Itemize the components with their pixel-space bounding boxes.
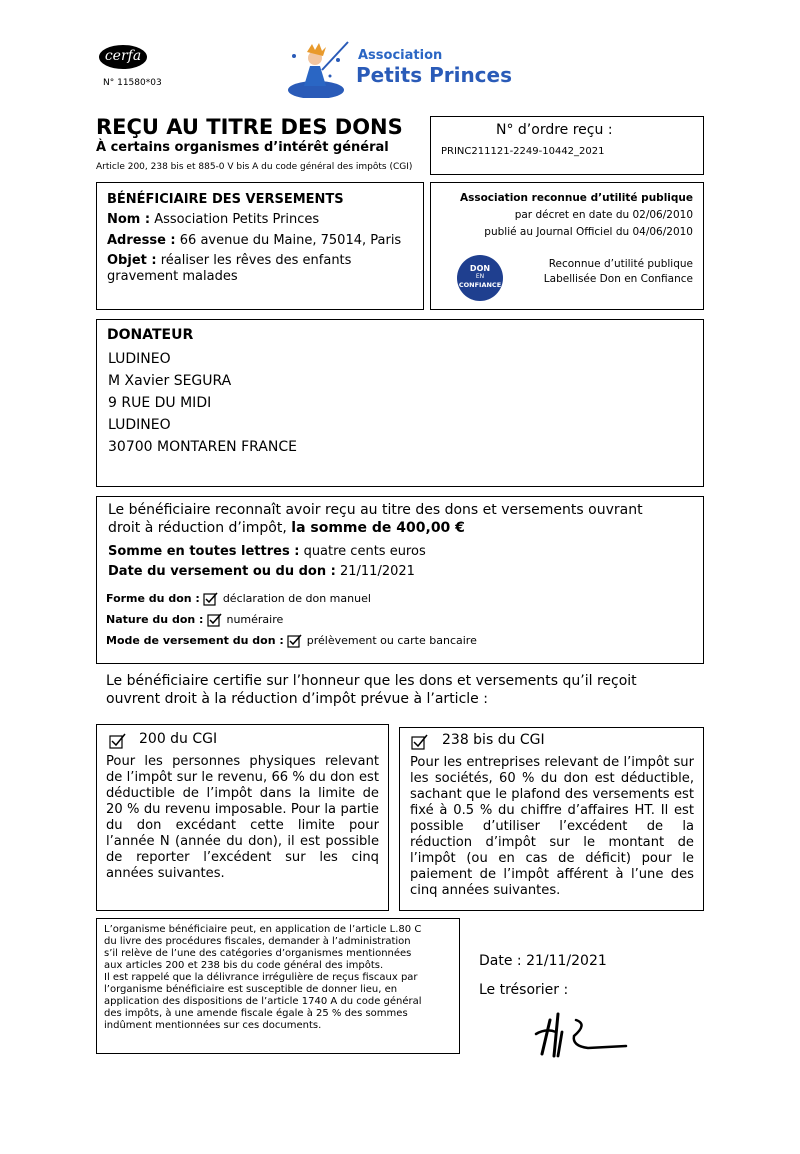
- legal-line: indûment mentionnées sur ces documents.: [104, 1020, 322, 1031]
- cgi-200-text: Pour les personnes physiques relevant de l’impôt sur le revenu, 66 % du don est déductible de l’impôt dans la limite de 20 % du revenu imposable. Pour la partie du don excédant cette limite pour l’année N (année du don), il est possible de reporter l’excédent sur les cinq années suivantes.: [106, 754, 379, 881]
- donor-line: 30700 MONTAREN FRANCE: [108, 439, 297, 455]
- donation-nature: Nature du don : numéraire: [106, 613, 284, 626]
- donor-box: [96, 319, 704, 487]
- donor-line: LUDINEO: [108, 351, 171, 367]
- don-en-confiance-badge: DON EN CONFIANCE: [457, 255, 503, 301]
- checkbox-checked-icon: [411, 734, 429, 750]
- signature-date: Date : 21/11/2021: [479, 953, 607, 969]
- checkbox-checked-icon: [109, 733, 127, 749]
- donation-amount: droit à réduction d’impôt, la somme de 400,00 €: [108, 520, 465, 536]
- beneficiary-box: [96, 182, 424, 310]
- legal-line: Il est rappelé que la délivrance irrégulière de reçus fiscaux par: [104, 972, 418, 983]
- legal-line: aux articles 200 et 238 bis du code général des impôts.: [104, 960, 384, 971]
- order-number-value: PRINC211121-2249-10442_2021: [441, 146, 605, 157]
- cgi-238-box: [399, 727, 704, 911]
- beneficiary-object: Objet : réaliser les rêves des enfants: [107, 253, 352, 268]
- cgi-200-box: [96, 724, 389, 911]
- certify-line: Le bénéficiaire certifie sur l’honneur que les dons et versements qu’il reçoit: [106, 673, 637, 689]
- beneficiary-object-continued: gravement malades: [107, 269, 238, 284]
- page-title: REÇU AU TITRE DES DONS: [96, 115, 403, 139]
- recognition-heading: Association reconnue d’utilité publique: [459, 192, 693, 204]
- little-prince-icon: [282, 36, 352, 98]
- recognition-decree: par décret en date du 02/06/2010: [514, 209, 693, 221]
- legal-line: l’organisme bénéficiaire est susceptible de donner lieu, en: [104, 984, 398, 995]
- beneficiary-heading: BÉNÉFICIAIRE DES VERSEMENTS: [107, 192, 344, 207]
- legal-notice-box: [96, 918, 460, 1054]
- association-logo: Association Petits Princes: [282, 36, 522, 98]
- donation-intro: Le bénéficiaire reconnaît avoir reçu au titre des dons et versements ouvrant: [108, 502, 643, 518]
- legal-line: du livre des procédures fiscales, demander à l’administration: [104, 936, 411, 947]
- donation-mode: Mode de versement du don : prélèvement ou carte bancaire: [106, 634, 477, 647]
- legal-line: L’organisme bénéficiaire peut, en application de l’article L.80 C: [104, 924, 422, 935]
- beneficiary-name: Nom : Association Petits Princes: [107, 212, 320, 227]
- donor-line: M Xavier SEGURA: [108, 373, 232, 389]
- recognition-journal: publié au Journal Officiel du 04/06/2010: [484, 226, 693, 238]
- article-reference: Article 200, 238 bis et 885-0 V bis A du code général des impôts (CGI): [96, 162, 413, 172]
- cerfa-logo: cerfa: [98, 44, 148, 70]
- donation-date: Date du versement ou du don : 21/11/2021: [108, 564, 415, 579]
- donation-form: Forme du don : déclaration de don manuel: [106, 592, 371, 605]
- treasurer-label: Le trésorier :: [479, 982, 569, 998]
- cgi-238-text: Pour les entreprises relevant de l’impôt sur les sociétés, 60 % du don est déductible, sachant que le plafond des versements est fixé à 0.5 % du chiffre d’affaires HT. Il est possible d’utiliser l’excédent de la réduction d’impôt sur le montant de l’impôt (ou en cas de déficit) pour le paiement de l’impôt afférent à l’une des cinq années suivantes.: [410, 755, 694, 898]
- handwritten-signature: [528, 1004, 638, 1064]
- cgi-200-title: 200 du CGI: [139, 731, 218, 747]
- order-number-label: N° d’ordre reçu :: [496, 122, 613, 138]
- order-number-box: [430, 116, 704, 175]
- legal-line: s’il relève de l’une des catégories d’organismes mentionnées: [104, 948, 412, 959]
- beneficiary-address: Adresse : 66 avenue du Maine, 75014, Paris: [107, 233, 402, 248]
- cgi-238-title: 238 bis du CGI: [442, 732, 545, 748]
- cerfa-number: N° 11580*03: [103, 78, 162, 88]
- donor-heading: DONATEUR: [107, 327, 194, 343]
- legal-line: des impôts, à une amende fiscale égale à 25 % des sommes: [104, 1008, 408, 1019]
- checkbox-checked-icon: [203, 592, 219, 606]
- checkbox-checked-icon: [207, 613, 223, 627]
- page-subtitle: À certains organismes d’intérêt général: [96, 140, 389, 155]
- recognition-box: [430, 182, 704, 310]
- recognition-label-label: Labellisée Don en Confiance: [543, 273, 693, 285]
- donation-box: [96, 496, 704, 664]
- donor-line: LUDINEO: [108, 417, 171, 433]
- recognition-label-rup: Reconnue d’utilité publique: [548, 258, 693, 270]
- certify-line: ouvrent droit à la réduction d’impôt prévue à l’article :: [106, 691, 488, 707]
- legal-line: application des dispositions de l’article 1740 A du code général: [104, 996, 422, 1007]
- donation-amount-letters: Somme en toutes lettres : quatre cents euros: [108, 544, 426, 559]
- donor-line: 9 RUE DU MIDI: [108, 395, 212, 411]
- checkbox-checked-icon: [287, 634, 303, 648]
